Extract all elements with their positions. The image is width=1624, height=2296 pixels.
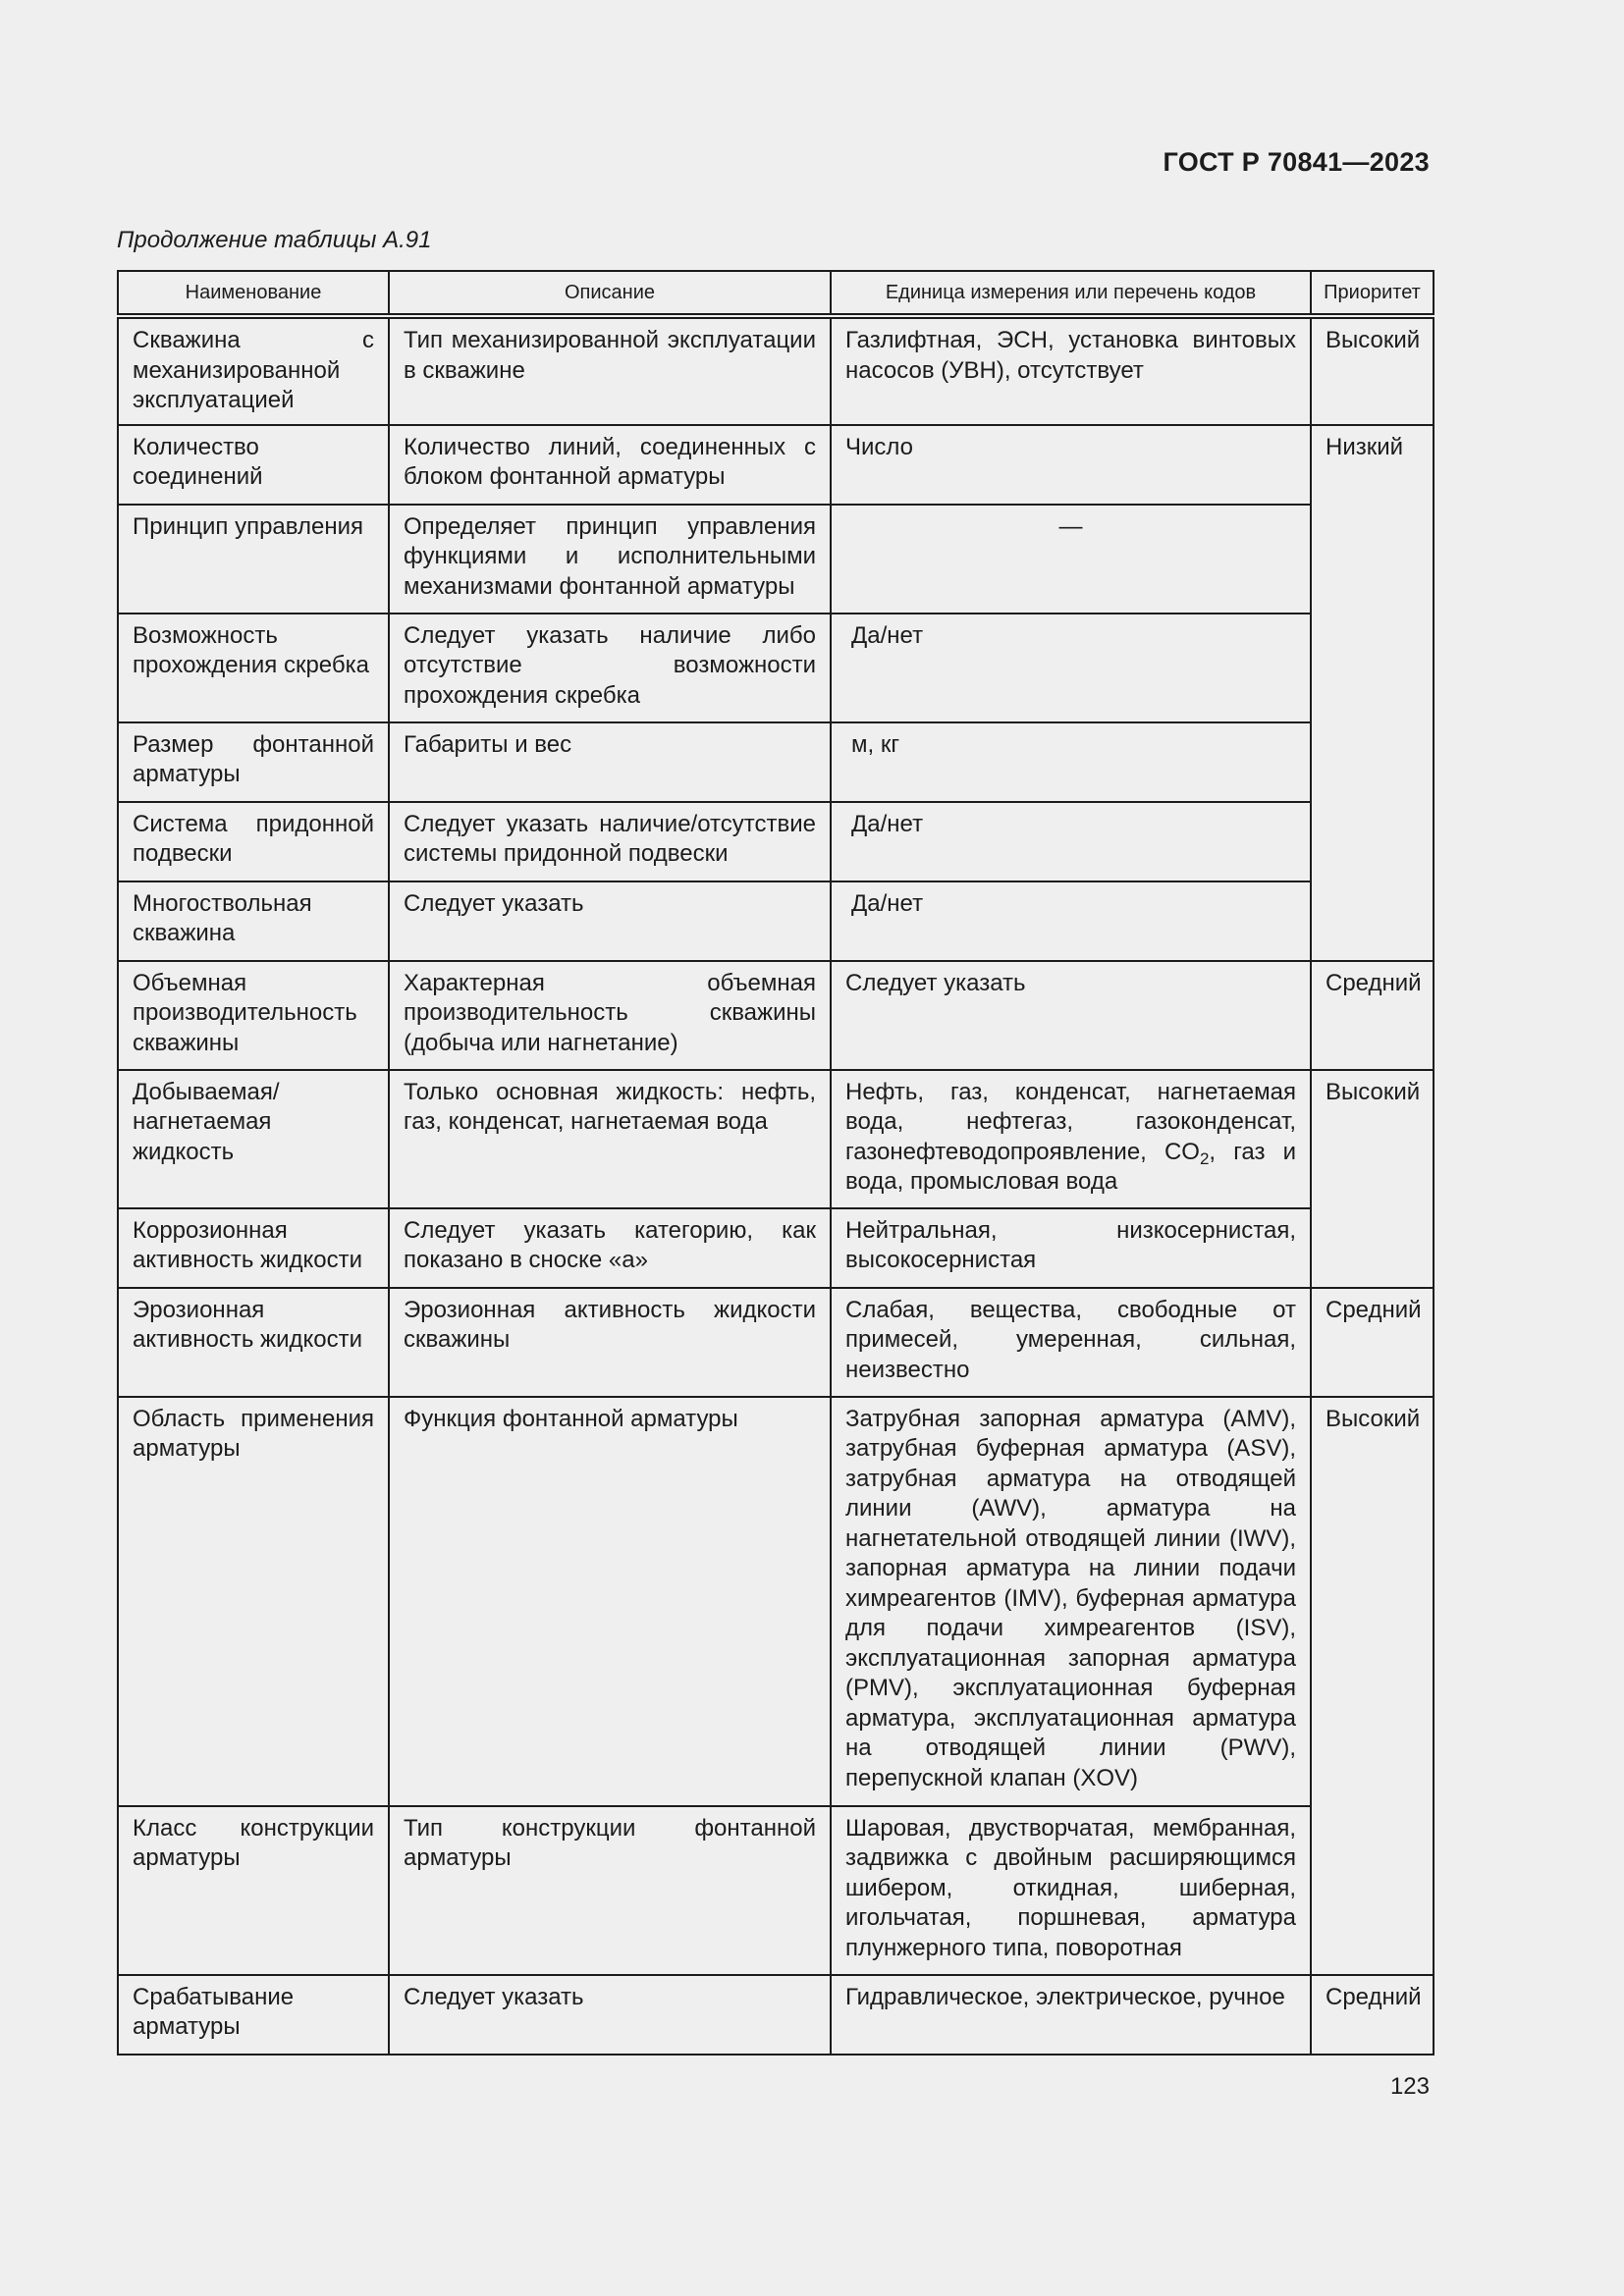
cell-units: Гидравлическое, электрическое, ручное [831, 1975, 1311, 2055]
cell-name: Многоствольная скважина [118, 881, 389, 961]
spec-table [117, 270, 1435, 2056]
cell-units: Газлифтная, ЭСН, установка винтовых насосов (УВН), отсутствует [831, 316, 1311, 425]
cell-description: Следует указать наличие либо отсутствие возможности прохождения скребка [389, 614, 831, 722]
column-header-units: Единица измерения или перечень кодов [831, 271, 1311, 316]
cell-units: Следует указать [831, 961, 1311, 1070]
units-text-pre: Нефть, газ, конденсат, нагнетаемая вода, нефтегаз, газоконденсат, газонефтеводопроявление, CO [845, 1078, 1296, 1165]
cell-name: Срабатывание арматуры [118, 1975, 389, 2055]
cell-name: Эрозионная активность жидкости [118, 1288, 389, 1397]
cell-units: Нейтральная, низкосернистая, высокосернистая [831, 1208, 1311, 1288]
cell-units: Да/нет [831, 802, 1311, 881]
cell-name: Размер фонтанной арматуры [118, 722, 389, 802]
cell-priority: Высокий [1311, 1397, 1434, 1975]
cell-name: Область применения арматуры [118, 1397, 389, 1806]
cell-units: Шаровая, двустворчатая, мембранная, задвижка с двойным расширяющимся шибером, откидная, шиберная, игольчатая, поршневая, арматура плунжерного типа, поворотная [831, 1806, 1311, 1975]
cell-units: Слабая, вещества, свободные от примесей, умеренная, сильная, неизвестно [831, 1288, 1311, 1397]
cell-name: Система придонной подвески [118, 802, 389, 881]
cell-name: Скважина с механизированной эксплуатацией [118, 316, 389, 425]
cell-description: Следует указать [389, 881, 831, 961]
cell-priority: Высокий [1311, 1070, 1434, 1288]
cell-units: Да/нет [831, 614, 1311, 722]
cell-description: Тип конструкции фонтанной арматуры [389, 1806, 831, 1975]
cell-description: Определяет принцип управления функциями и исполнительными механизмами фонтанной арматуры [389, 505, 831, 614]
cell-name: Коррозионная активность жидкости [118, 1208, 389, 1288]
cell-description: Только основная жидкость: нефть, газ, конденсат, нагнетаемая вода [389, 1070, 831, 1208]
cell-description: Габариты и вес [389, 722, 831, 802]
cell-name: Возможность прохождения скребка [118, 614, 389, 722]
cell-name: Класс конструкции арматуры [118, 1806, 389, 1975]
cell-priority: Высокий [1311, 316, 1434, 425]
cell-description: Эрозионная активность жидкости скважины [389, 1288, 831, 1397]
table-row [118, 1397, 1434, 1806]
table-row [118, 1288, 1434, 1397]
table-header-row [118, 271, 1434, 316]
column-header-description: Описание [389, 271, 831, 316]
cell-description: Следует указать категорию, как показано в сноске «а» [389, 1208, 831, 1288]
cell-units: — [831, 505, 1311, 614]
cell-description: Следует указать наличие/отсутствие системы придонной подвески [389, 802, 831, 881]
page-number: 123 [1389, 2073, 1430, 2100]
cell-units [831, 1070, 1311, 1208]
table-row [118, 881, 1434, 961]
cell-priority: Средний [1311, 1288, 1434, 1397]
table-row [118, 1975, 1434, 2055]
cell-units: Затрубная запорная арматура (AMV), затрубная буферная арматура (ASV), затрубная арматура на отводящей линии (AWV), арматура на нагнетательной отводящей линии (IWV), запорная арматура на линии подачи химреагентов (IMV), буферная арматура для подачи химреагентов (ISV), эксплуатационная запорная арматура (PMV), эксплуатационная буферная арматура, эксплуатационная арматура на отводящей линии (PWV), перепускной клапан (XOV) [831, 1397, 1311, 1806]
cell-name: Объемная производительность скважины [118, 961, 389, 1070]
table-row [118, 1208, 1434, 1288]
cell-name: Добываемая/нагнетаемая жидкость [118, 1070, 389, 1208]
cell-description: Тип механизированной эксплуатации в скважине [389, 316, 831, 425]
cell-units: м, кг [831, 722, 1311, 802]
column-header-name: Наименование [118, 271, 389, 316]
table-row [118, 1070, 1434, 1208]
cell-units: Да/нет [831, 881, 1311, 961]
table-row [118, 1806, 1434, 1975]
table-row [118, 614, 1434, 722]
units-text-post: , газ и вода, промысловая вода [845, 1138, 1297, 1195]
cell-priority: Средний [1311, 961, 1434, 1070]
column-header-priority: Приоритет [1311, 271, 1434, 316]
cell-priority: Средний [1311, 1975, 1434, 2055]
cell-name: Количество соединений [118, 425, 389, 505]
table-row [118, 961, 1434, 1070]
cell-units: Число [831, 425, 1311, 505]
cell-description: Характерная объемная производительность скважины (добыча или нагнетание) [389, 961, 831, 1070]
table-row [118, 722, 1434, 802]
table-caption: Продолжение таблицы А.91 [117, 227, 432, 253]
table-row [118, 425, 1434, 505]
cell-description: Количество линий, соединенных с блоком фонтанной арматуры [389, 425, 831, 505]
table-row [118, 316, 1434, 425]
table-row [118, 505, 1434, 614]
cell-priority: Низкий [1311, 425, 1434, 961]
cell-description: Функция фонтанной арматуры [389, 1397, 831, 1806]
units-subscript: 2 [1199, 1148, 1210, 1168]
cell-description: Следует указать [389, 1975, 831, 2055]
cell-name: Принцип управления [118, 505, 389, 614]
table-row [118, 802, 1434, 881]
document-id-header: ГОСТ Р 70841—2023 [1163, 147, 1430, 177]
